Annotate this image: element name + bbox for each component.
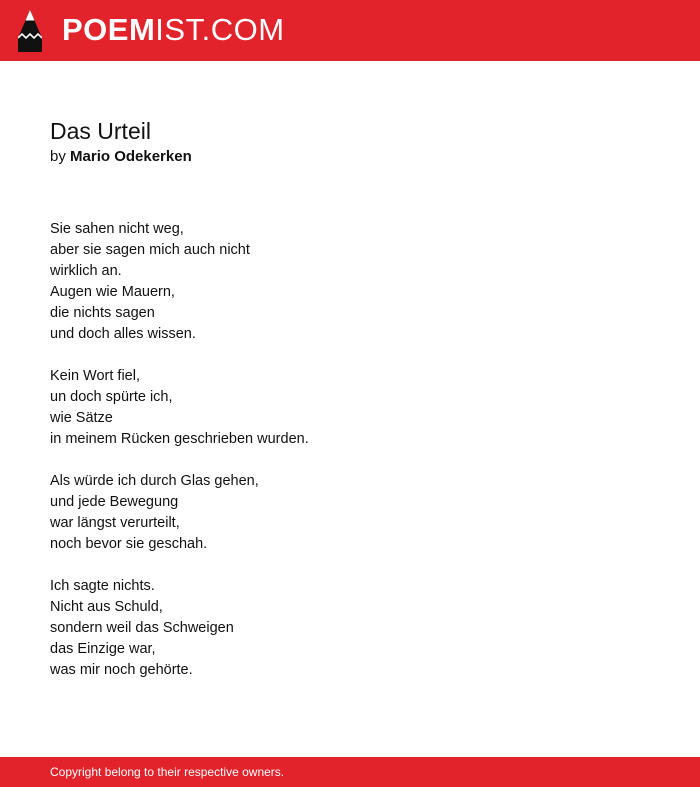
poem-line: Augen wie Mauern, — [50, 284, 175, 300]
site-logo[interactable] — [62, 11, 285, 49]
logo-light-text: IST.COM — [155, 12, 285, 47]
poem-line: in meinem Rücken geschrieben wurden. — [50, 431, 309, 447]
stanza — [50, 471, 650, 555]
poem-line: das Einzige war, — [50, 641, 156, 657]
stanza — [50, 219, 650, 345]
logo-bold-text: POEM — [62, 12, 156, 47]
poem-line: sondern weil das Schweigen — [50, 620, 234, 636]
poem-header — [50, 116, 650, 168]
poem-line: wie Sätze — [50, 410, 113, 426]
poem-line: wirklich an. — [50, 263, 122, 279]
poem-line: und doch alles wissen. — [50, 326, 196, 342]
poem-title: Das Urteil — [50, 118, 151, 144]
poem-line: was mir noch gehörte. — [50, 662, 193, 678]
poem-line: Als würde ich durch Glas gehen, — [50, 473, 259, 489]
poem-line: aber sie sagen mich auch nicht — [50, 242, 250, 258]
poem-line: Sie sahen nicht weg, — [50, 221, 184, 237]
author-name: Mario Odekerken — [70, 148, 192, 165]
stanza — [50, 366, 650, 450]
stanza — [50, 576, 650, 681]
site-header — [0, 0, 700, 61]
byline — [50, 146, 650, 168]
by-label: by — [50, 148, 66, 165]
poem-line: und jede Bewegung — [50, 494, 179, 510]
poem-line: Kein Wort fiel, — [50, 368, 140, 384]
poem-line: Nicht aus Schuld, — [50, 599, 163, 615]
copyright-text: Copyright belong to their respective owners. — [50, 765, 285, 779]
poem-line: Ich sagte nichts. — [50, 578, 155, 594]
poem-line: die nichts sagen — [50, 305, 155, 321]
site-footer — [0, 757, 700, 787]
poem-line: noch bevor sie geschah. — [50, 536, 208, 552]
poem-body — [50, 219, 650, 702]
pencil-tip-icon[interactable] — [18, 10, 42, 52]
poem-line: un doch spürte ich, — [50, 389, 173, 405]
poem-line: war längst verurteilt, — [50, 515, 180, 531]
